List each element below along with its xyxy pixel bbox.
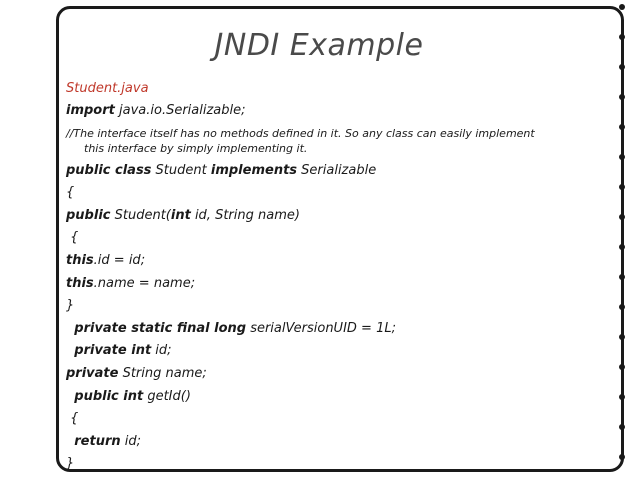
keyword: private int <box>74 343 152 359</box>
code-line-ctor-open: { <box>66 230 79 246</box>
code-text: java.io.Serializable; <box>114 103 246 118</box>
code-text: String name; <box>118 365 207 381</box>
keyword: int <box>170 207 191 223</box>
keyword: private <box>66 365 119 381</box>
keyword: return <box>74 433 121 449</box>
code-text: serialVersionUID = 1L; <box>246 320 396 336</box>
code-line-getter-open: { <box>66 411 79 427</box>
keyword: public <box>66 207 111 223</box>
keyword: import <box>66 103 115 118</box>
code-text: getId() <box>143 388 191 404</box>
comment-line-1: //The interface itself has no methods defined in it. So any class can easily implement <box>66 126 535 140</box>
keyword: public class <box>66 162 152 178</box>
code-line-getter <box>66 386 621 409</box>
keyword: this <box>66 252 94 268</box>
slide-title: JNDI Example <box>214 28 424 63</box>
keyword: this <box>66 275 94 291</box>
code-text: id; <box>151 343 172 359</box>
code-line-open-brace: { <box>66 185 75 201</box>
code-line-getter-close: } <box>66 456 75 472</box>
code-line-ctor-close: } <box>66 298 75 314</box>
code-text: id, String name) <box>190 207 300 223</box>
comment-line-2: this interface by simply implementing it. <box>84 141 308 155</box>
file-name: Student.java <box>66 81 149 96</box>
code-line-this-id <box>66 250 621 273</box>
code-text: .id = id; <box>93 252 146 268</box>
code-line-constructor <box>66 205 621 228</box>
code-line-class <box>66 160 621 183</box>
code-text: Serializable <box>297 162 377 178</box>
code-text: Student <box>151 162 211 178</box>
code-line-field-name <box>66 363 621 386</box>
keyword: private static final long <box>74 320 247 336</box>
code-comment <box>66 123 621 160</box>
code-text: .name = name; <box>93 275 196 291</box>
code-text: id; <box>120 433 142 449</box>
code-line-return <box>66 431 621 454</box>
code-line-this-name <box>66 273 621 296</box>
code-line-serial <box>66 318 621 341</box>
code-block <box>66 78 621 476</box>
keyword: public int <box>74 388 144 404</box>
code-text: Student( <box>110 207 171 223</box>
code-line-field-id <box>66 340 621 363</box>
keyword: implements <box>210 162 298 178</box>
code-line-import <box>66 100 621 123</box>
